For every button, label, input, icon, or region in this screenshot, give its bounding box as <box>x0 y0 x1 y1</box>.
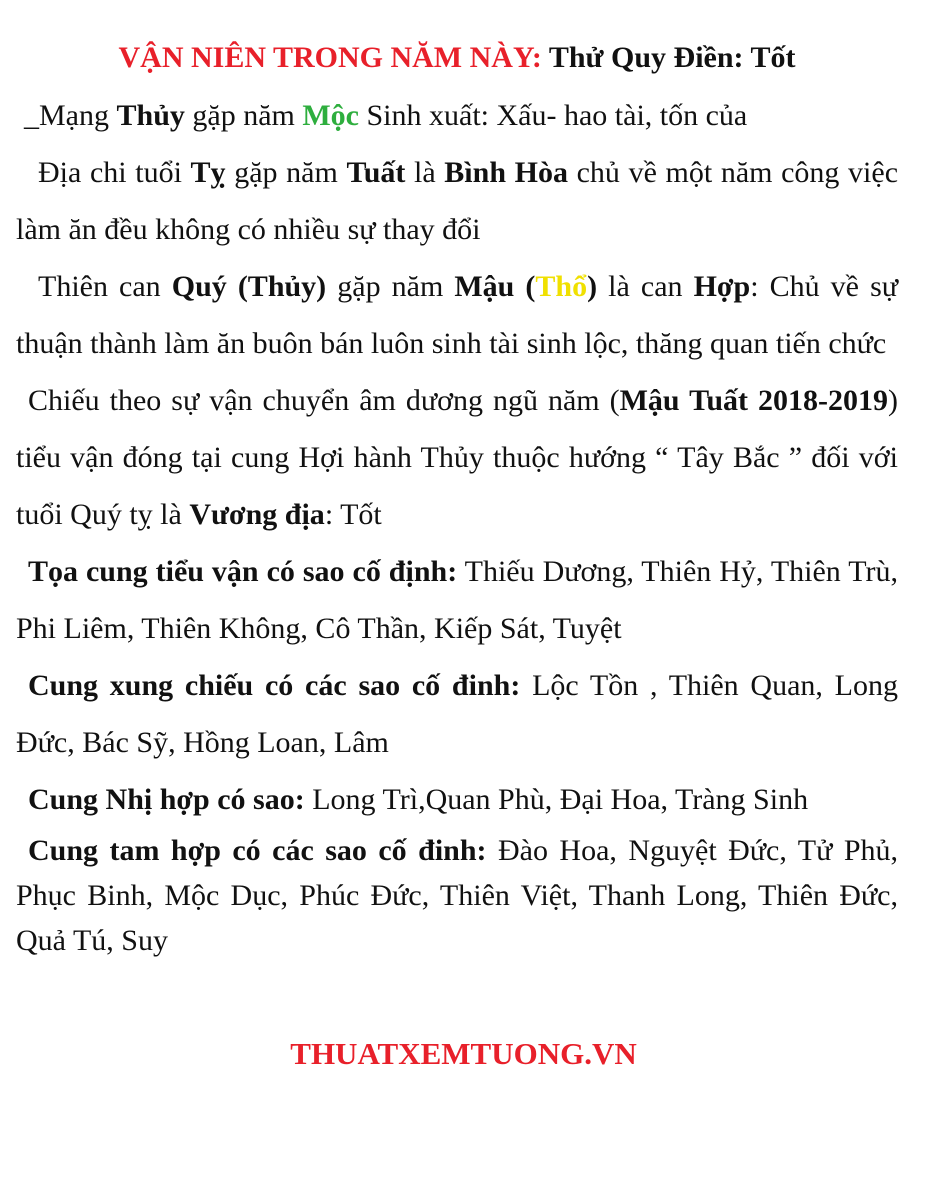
text: Lộc Tồn , Thiên Quan, Long Đức, Bác Sỹ, Hồng Loan, Lâm <box>16 669 898 759</box>
text: Đào Hoa, Nguyệt Đức, Tử Phủ, Phục Binh, Mộc Dục, Phúc Đức, Thiên Việt, Thanh Long, Thiên Đức, Quả Tú, Suy <box>16 834 899 957</box>
bold-text: ) <box>587 270 598 303</box>
bold-text: Tọa cung tiểu vận có sao cố định: <box>28 555 458 588</box>
bold-text: Thủy <box>116 99 185 132</box>
paragraph-cung-nhi-hop <box>16 771 898 828</box>
text: Thiên can <box>38 270 172 303</box>
bold-text: Mậu Tuất 2018-2019 <box>619 384 888 417</box>
paragraph-cung-xung-chieu <box>16 657 898 771</box>
highlight-green-text: Mộc <box>302 99 359 132</box>
bold-text: Cung Nhị hợp có sao: <box>28 783 305 816</box>
bold-text: Cung xung chiếu có các sao cố đinh: <box>28 669 521 702</box>
text: gặp năm <box>225 156 347 189</box>
bold-text: Tỵ <box>190 156 226 189</box>
text: chủ về một năm công việc làm ăn đều không có nhiều sự thay đổi <box>16 156 899 246</box>
bold-text: Tuất <box>346 156 406 189</box>
text: Thiếu Dương, Thiên Hỷ, Thiên Trù, Phi Liêm, Thiên Không, Cô Thần, Kiếp Sát, Tuyệt <box>16 555 898 645</box>
text: là <box>405 156 445 189</box>
text: gặp năm <box>326 270 455 303</box>
text: : Chủ về sự thuận thành làm ăn buôn bán luôn sinh tài sinh lộc, thăng quan tiến chức <box>16 270 898 360</box>
paragraph-dia-chi <box>16 144 898 258</box>
bold-text: Cung tam hợp có các sao cố đinh: <box>28 834 487 867</box>
site-footer-label: THUATXEMTUONG.VN <box>290 1036 637 1071</box>
title-value: Thử Quy Điền: Tốt <box>548 41 796 74</box>
text: gặp năm <box>184 99 303 132</box>
paragraph-menh <box>16 87 898 144</box>
text: _Mạng <box>24 99 117 132</box>
bold-text: Mậu <box>454 270 515 303</box>
document-title <box>16 34 898 87</box>
text <box>514 270 525 303</box>
text: Địa chi tuổi <box>38 156 191 189</box>
text: Chiếu theo sự vận chuyển âm dương ngũ năm ( <box>28 384 620 417</box>
text: : Tốt <box>324 498 382 531</box>
bold-text: ( <box>525 270 536 303</box>
bold-text: Hợp <box>693 270 751 303</box>
bold-text: Bình Hòa <box>444 156 568 189</box>
paragraph-chieu-theo <box>16 372 898 543</box>
highlight-yellow-text: Thổ <box>535 270 588 303</box>
paragraph-thien-can <box>16 258 898 372</box>
text: là can <box>597 270 694 303</box>
text: ) tiểu vận đóng tại cung Hợi hành Thủy thuộc hướng “ Tây Bắc ” đối với tuổi Quý tỵ là <box>16 384 898 531</box>
document-body <box>16 34 898 963</box>
title-label: VẬN NIÊN TRONG NĂM NÀY: <box>118 41 542 74</box>
bold-text: Vương địa <box>189 498 325 531</box>
text: Sinh xuất: Xấu- hao tài, tốn của <box>359 99 748 132</box>
paragraph-toa-cung <box>16 543 898 657</box>
text: Long Trì,Quan Phù, Đại Hoa, Tràng Sinh <box>304 783 809 816</box>
paragraph-cung-tam-hop <box>16 828 898 963</box>
bold-text: Quý (Thủy) <box>171 270 327 303</box>
